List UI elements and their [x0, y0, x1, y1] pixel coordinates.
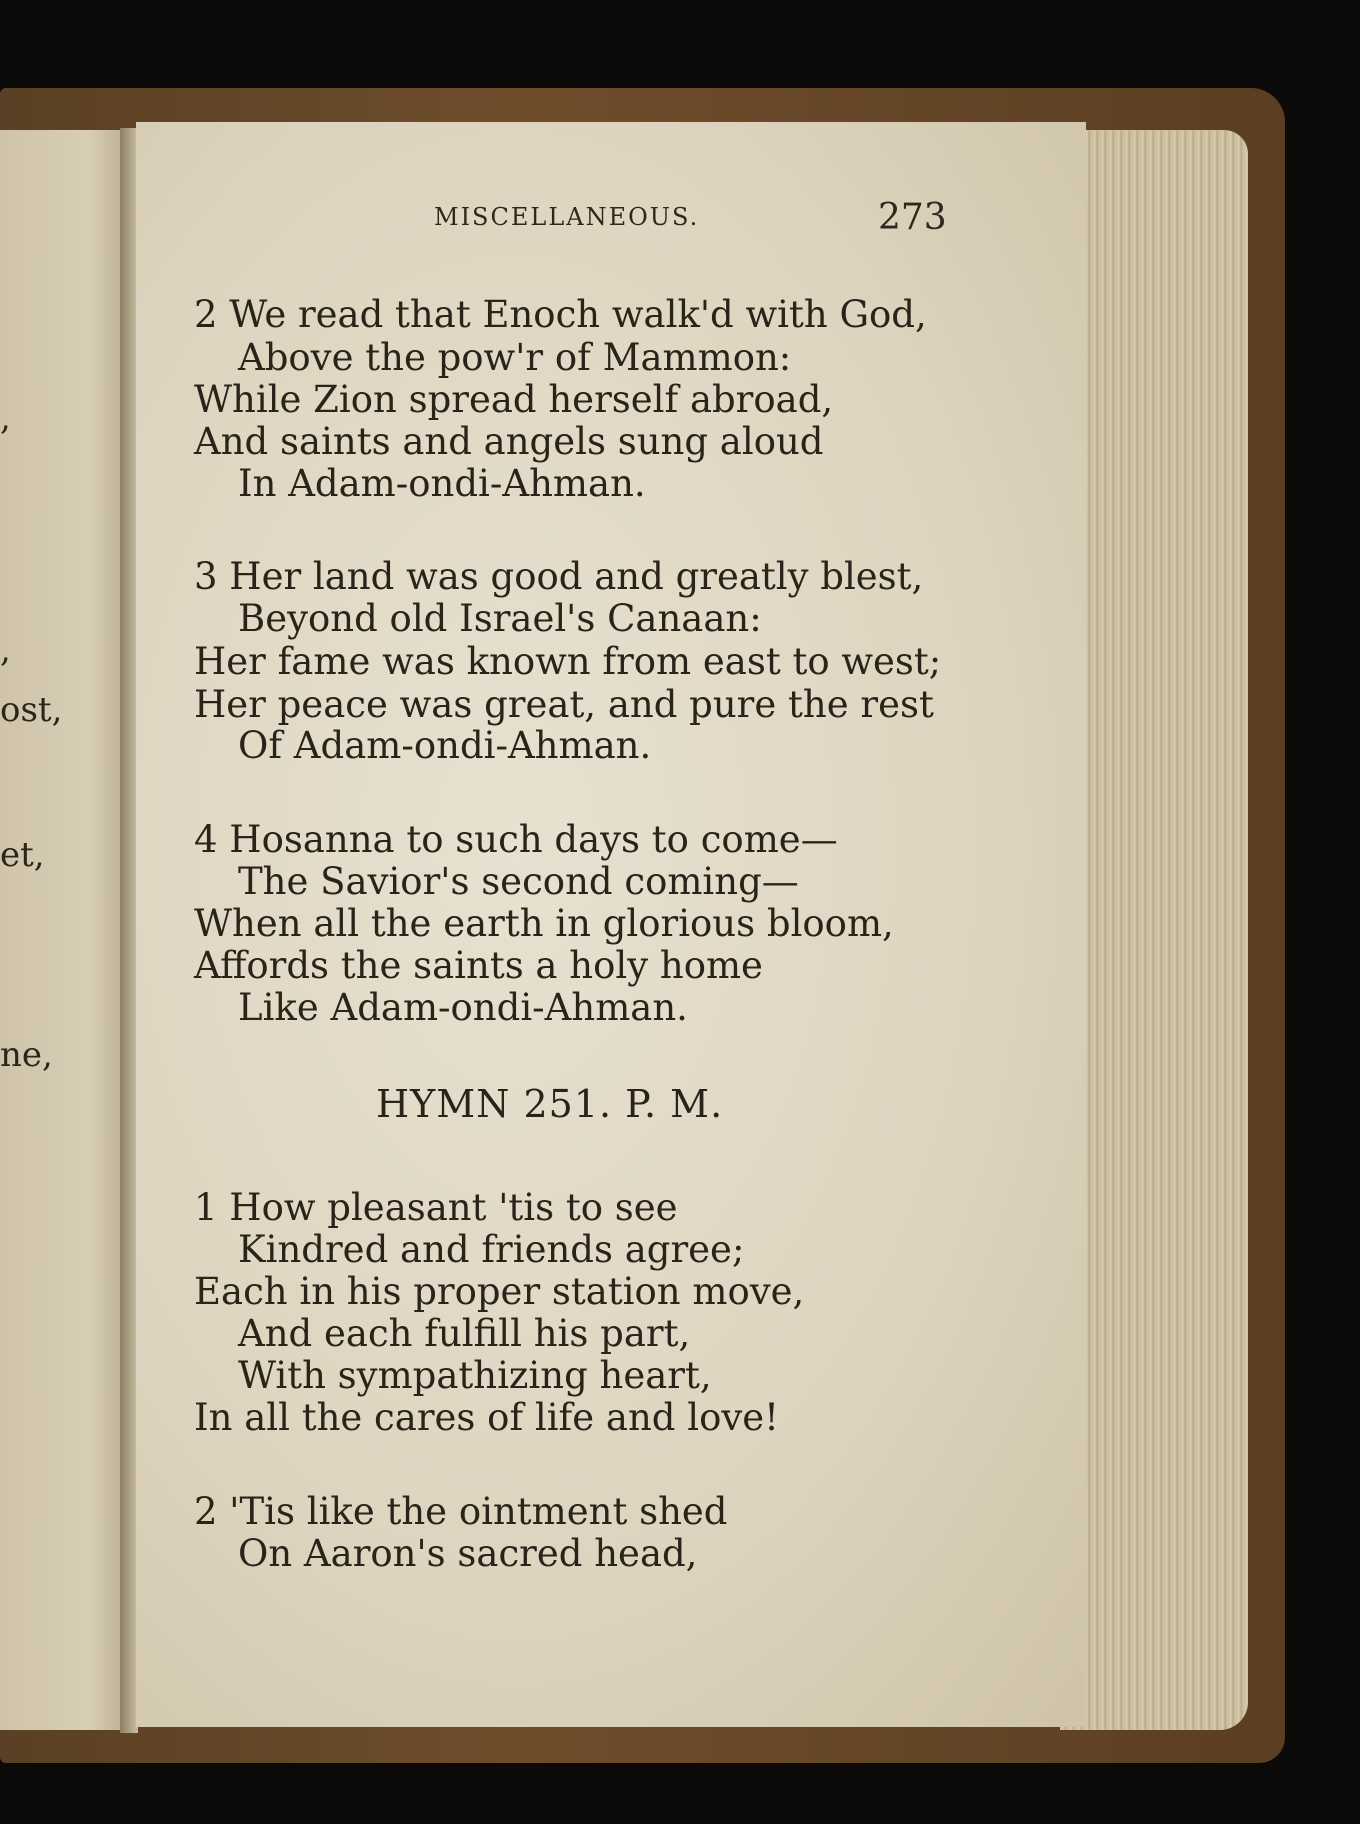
verse-line: In all the cares of life and love!: [194, 1396, 780, 1439]
verse-line: Above the pow'r of Mammon:: [238, 336, 792, 379]
left-page-fragment: ost,: [0, 690, 63, 730]
left-page-fragment: ne,: [0, 1035, 53, 1075]
verse-line: And saints and angels sung aloud: [194, 420, 824, 463]
verse-line: Her peace was great, and pure the rest: [194, 683, 934, 726]
left-page-fragment: et,: [0, 835, 45, 875]
verse-line: And each fulfill his part,: [238, 1312, 691, 1355]
verse-line: 2 We read that Enoch walk'd with God,: [194, 293, 927, 336]
verse-line: Kindred and friends agree;: [238, 1228, 745, 1271]
left-page-fragment: ,: [0, 398, 11, 438]
verse-line: When all the earth in glorious bloom,: [194, 902, 894, 945]
verse-line: Her fame was known from east to west;: [194, 640, 942, 683]
verse-line: With sympathizing heart,: [238, 1354, 712, 1397]
verse-line: While Zion spread herself abroad,: [194, 378, 834, 421]
left-page: [0, 130, 128, 1730]
page-block-edges: [1060, 130, 1248, 1730]
verse-line: Each in his proper station move,: [194, 1270, 805, 1313]
verse-line: Like Adam-ondi-Ahman.: [238, 986, 688, 1029]
verse-line: Beyond old Israel's Canaan:: [238, 597, 762, 640]
verse-line: 2 'Tis like the ointment shed: [194, 1490, 728, 1533]
page-number: 273: [878, 197, 947, 238]
hymn-title: HYMN 251. P. M.: [376, 1082, 724, 1126]
verse-line: Affords the saints a holy home: [194, 944, 763, 987]
running-title: MISCELLANEOUS.: [434, 203, 700, 231]
verse-line: In Adam-ondi-Ahman.: [238, 462, 646, 505]
verse-line: Of Adam-ondi-Ahman.: [238, 724, 652, 767]
page-header: [0, 197, 1360, 243]
verse-line: 1 How pleasant 'tis to see: [194, 1186, 678, 1229]
verse-line: 3 Her land was good and greatly blest,: [194, 555, 924, 598]
verse-line: On Aaron's sacred head,: [238, 1532, 698, 1575]
verse-line: The Savior's second coming—: [238, 860, 799, 903]
verse-line: 4 Hosanna to such days to come—: [194, 818, 838, 861]
left-page-fragment: ,: [0, 630, 11, 670]
